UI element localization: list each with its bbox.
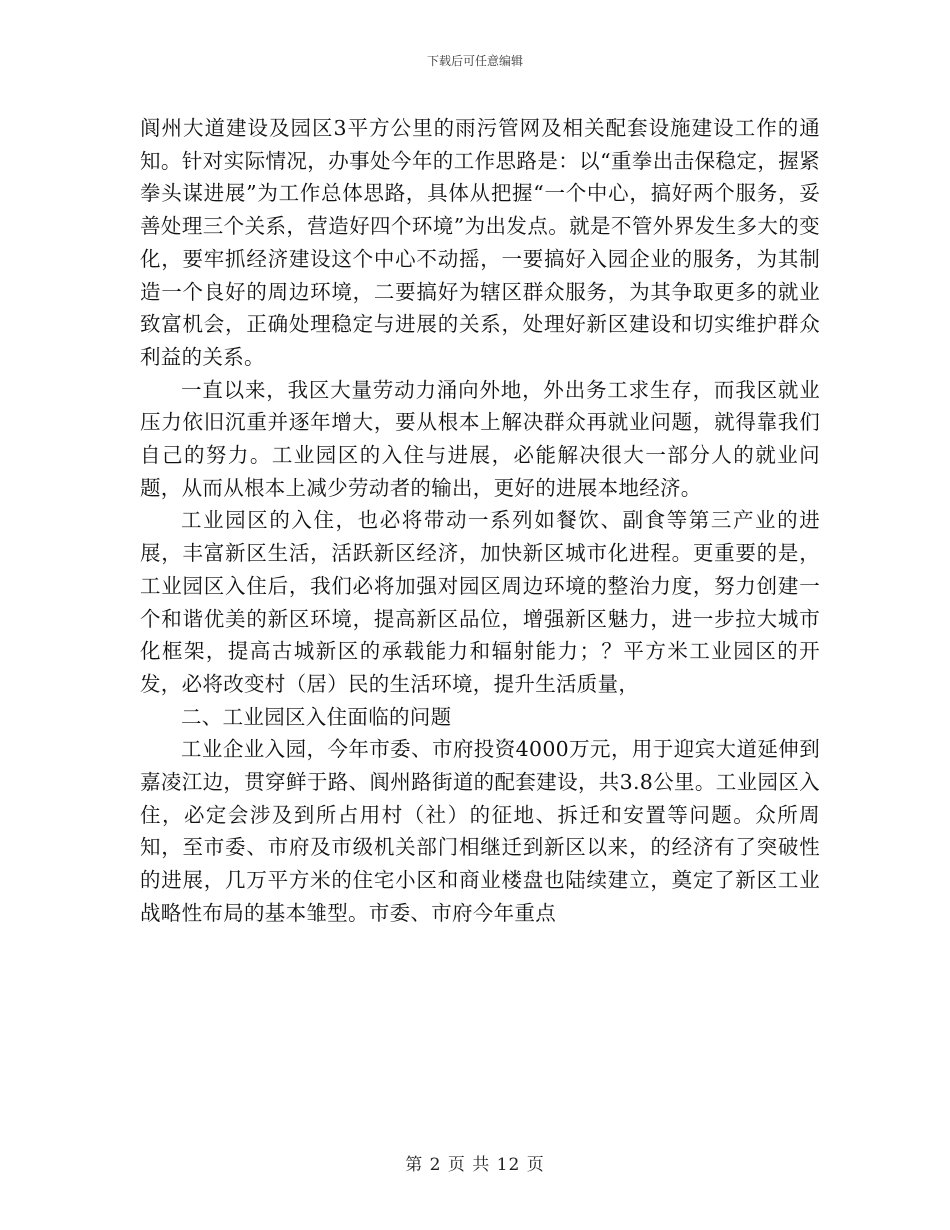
paragraph: 工业企业入园，今年市委、市府投资4000万元，用于迎宾大道延伸到嘉凌江边，贯穿鲜于路、阆州路街道的配套建设，共3.8公里。工业园区入住，必定会涉及到所占用村（社）的征地、拆迁和安置等问题。众所周知，至市委、市府及市级机关部门相继迁到新区以来，的经济有了突破性的进展，几万平方米的住宅小区和商业楼盘也陆续建立，奠定了新区工业战略性布局的基本雏型。市委、市府今年重点 xyxy=(140,737,820,925)
paragraph: 一直以来，我区大量劳动力涌向外地，外出务工求生存，而我区就业压力依旧沉重并逐年增大，要从根本上解决群众再就业问题，就得靠我们自己的努力。工业园区的入住与进展，必能解决很大一部分人的就业问题，从而从根本上减少劳动者的输出，更好的进展本地经济。 xyxy=(140,377,820,500)
page-footer: 第 2 页 共 12 页 xyxy=(405,1155,545,1175)
page-header: 下载后可任意编辑 xyxy=(426,54,523,68)
paragraph: 工业园区的入住，也必将带动一系列如餐饮、副食等第三产业的进展，丰富新区生活，活跃新区经济，加快新区城市化进程。更重要的是，工业园区入住后，我们必将加强对园区周边环境的整治力度，努力创建一个和谐优美的新区环境，提高新区品位，增强新区魅力，进一步拉大城市化框架，提高古城新区的承载能力和辐射能力；？平方米工业园区的开发，必将改变村（居）民的生活环境，提升生活质量， xyxy=(140,508,820,696)
document-body xyxy=(140,112,820,930)
section-heading: 二、工业园区入住面临的问题 xyxy=(181,704,452,729)
paragraph: 阆州大道建设及园区3平方公里的雨污管网及相关配套设施建设工作的通知。针对实际情况，办事处今年的工作思路是：以“重拳出击保稳定，握紧拳头谋进展”为工作总体思路，具体从把握“一个中心，搞好两个服务，妥善处理三个关系，营造好四个环境”为出发点。就是不管外界发生多大的变化，要牢抓经济建设这个中心不动摇，一要搞好入园企业的服务，为其制造一个良好的周边环境，二要搞好为辖区群众服务，为其争取更多的就业致富机会，正确处理稳定与进展的关系，处理好新区建设和切实维护群众利益的关系。 xyxy=(140,116,820,369)
